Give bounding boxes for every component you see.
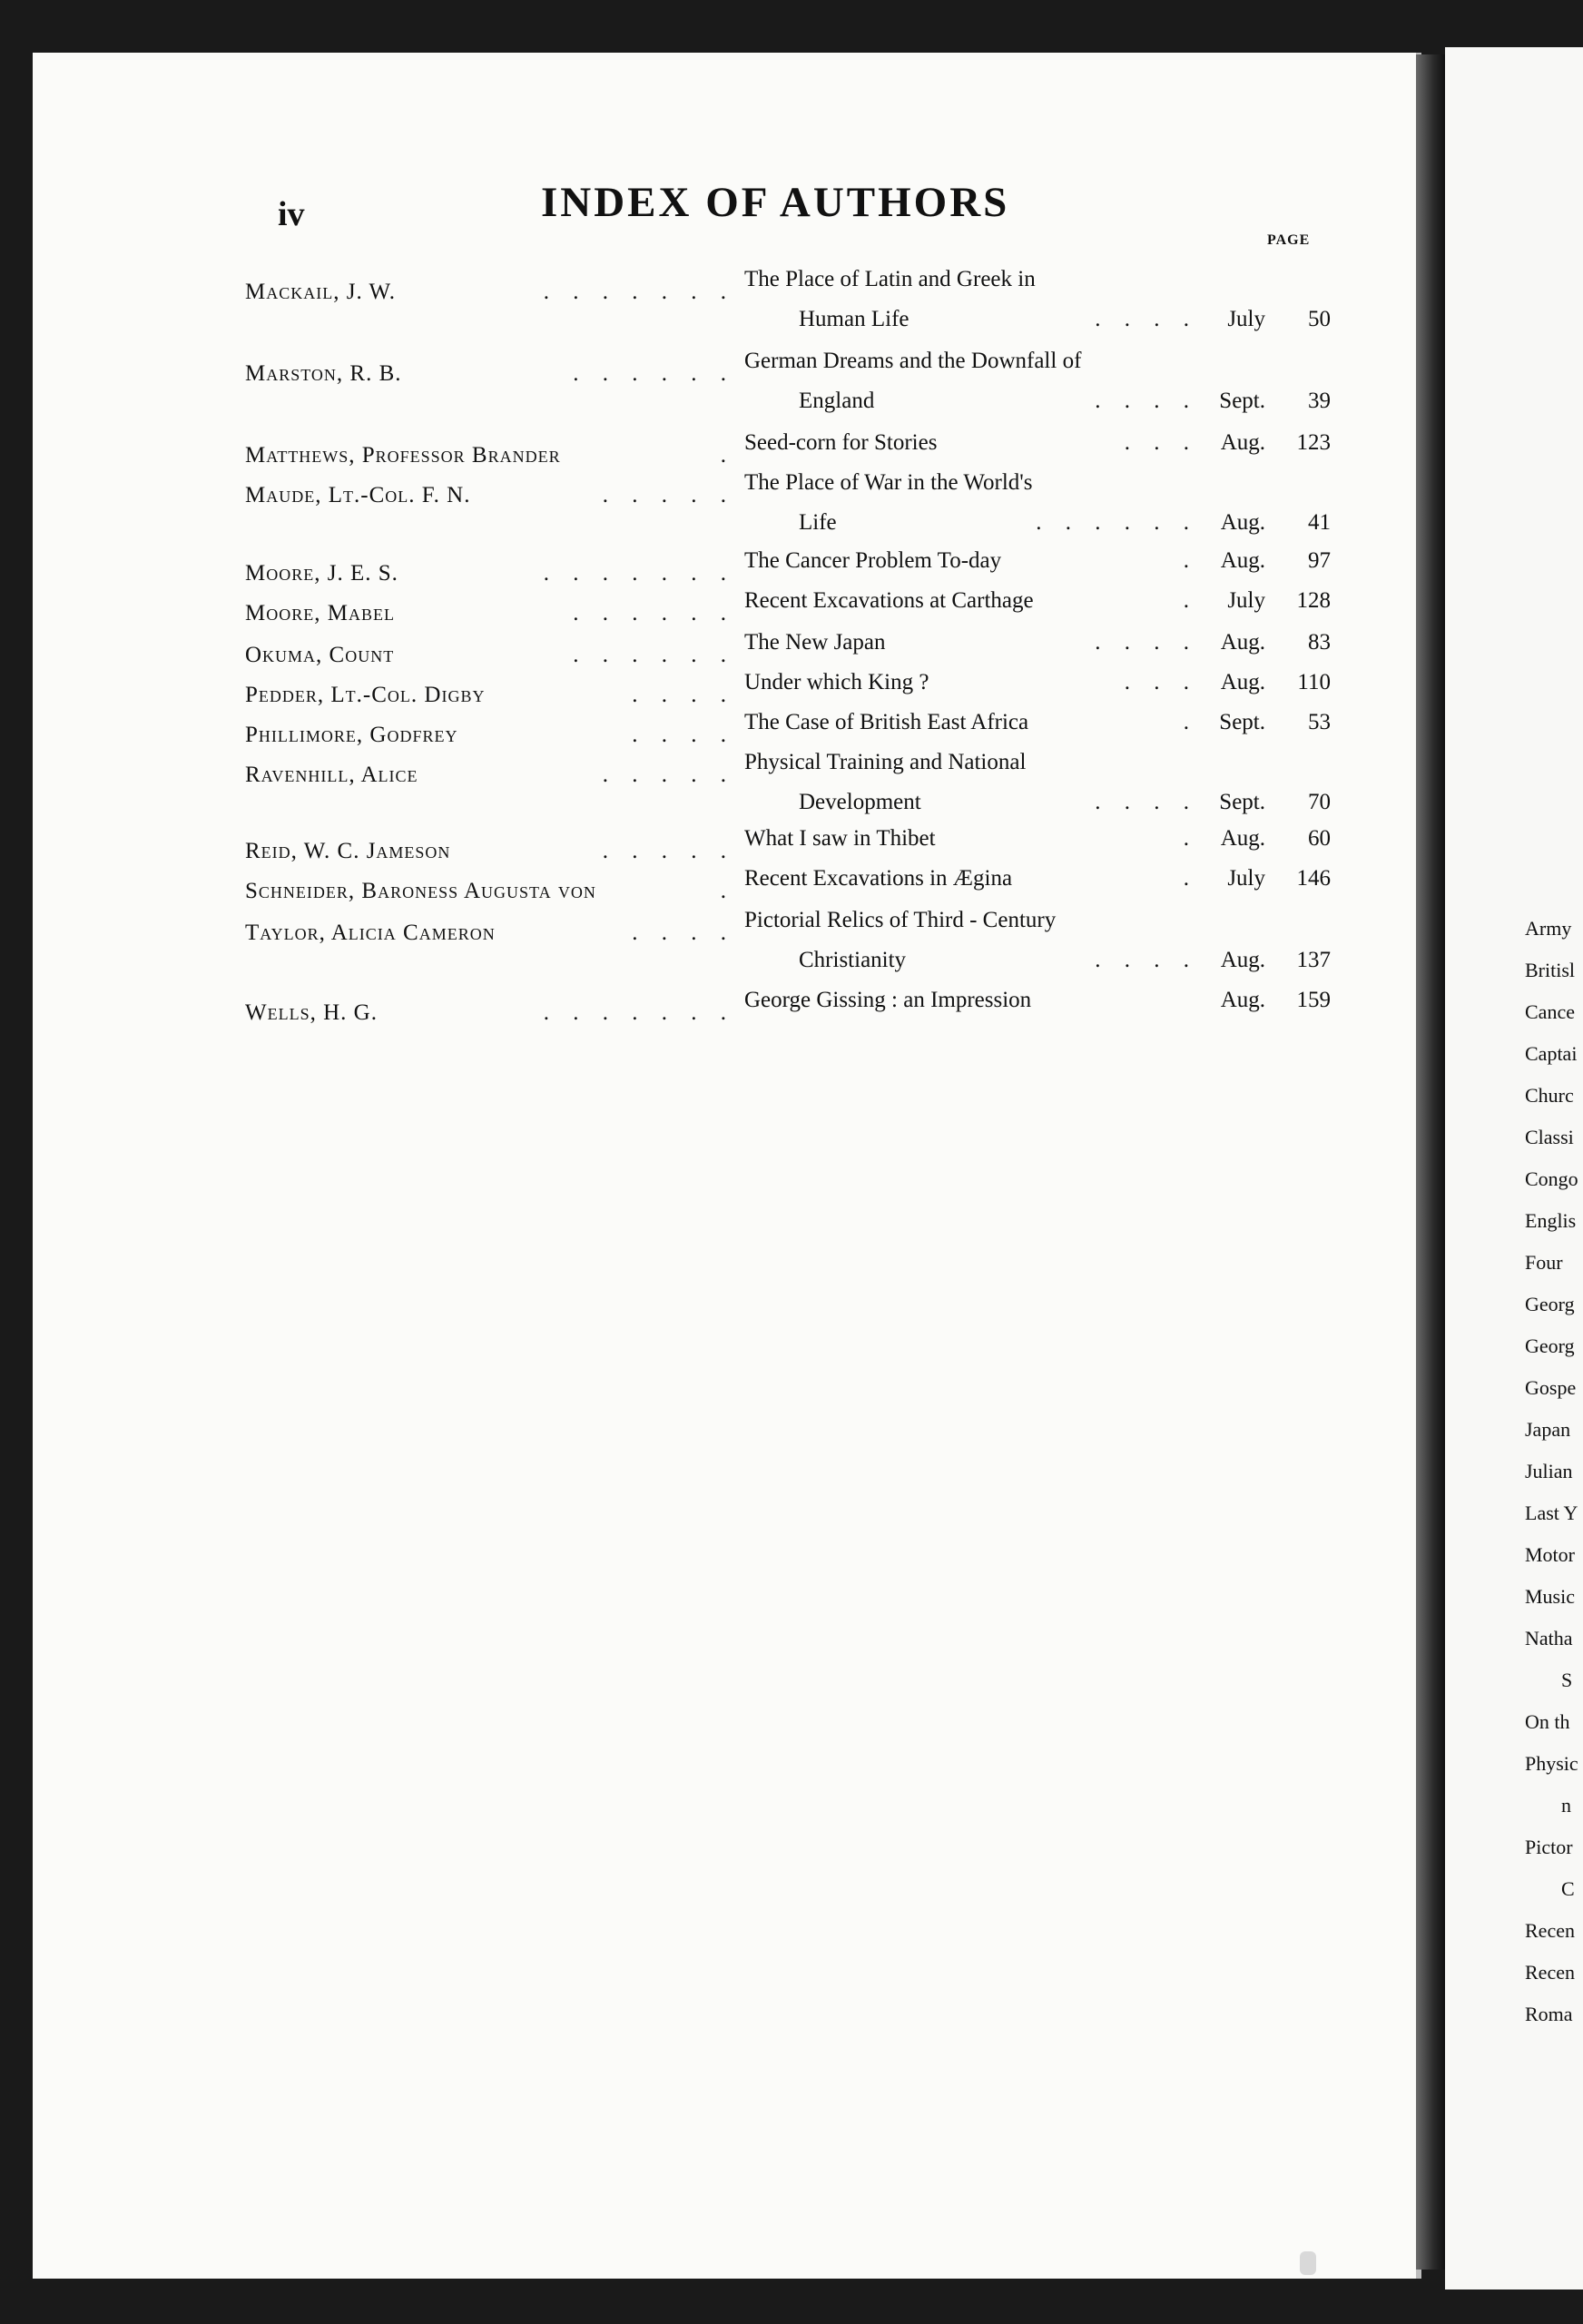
leader-dots: . . . .: [1095, 790, 1198, 814]
page-number: iv: [278, 195, 305, 233]
entry-title: The Place of War in the World's: [744, 470, 1033, 495]
leader-dots: .: [1183, 548, 1198, 573]
leader-dots: . . .: [1124, 430, 1198, 455]
leader-dots: .: [1183, 588, 1198, 613]
entry-author: Taylor, Alicia Cameron: [245, 921, 496, 945]
next-page-fragment: Pictor: [1525, 1836, 1573, 1858]
entry-author: Marston, R. B.: [245, 361, 402, 386]
entry-title: Recent Excavations in Ægina: [744, 866, 1013, 891]
entry-title: The Case of British East Africa: [744, 710, 1029, 734]
leader-dots: .: [1183, 710, 1198, 734]
leader-dots: . . . .: [1095, 630, 1198, 655]
next-page-fragment: Physic: [1525, 1752, 1578, 1775]
entry-title-continued: Life: [799, 510, 837, 535]
entry-month: Aug.: [1220, 548, 1265, 573]
leader-dots: .: [720, 879, 735, 903]
entry-author: Ravenhill, Alice: [245, 763, 418, 787]
entry-title: The New Japan: [744, 630, 886, 655]
next-page-fragment: Georg: [1525, 1334, 1575, 1357]
entry-title: German Dreams and the Downfall of: [744, 349, 1082, 373]
entry-author: Maude, Lt.-Col. F. N.: [245, 483, 471, 507]
entry-month: July: [1227, 307, 1265, 331]
next-page-fragment: Japan: [1525, 1418, 1571, 1441]
entry-title: What I saw in Thibet: [744, 826, 936, 851]
next-page-fragment: Natha: [1525, 1627, 1573, 1649]
next-page-fragment: Army: [1525, 917, 1572, 940]
leader-dots: . . . . .: [602, 483, 735, 507]
leader-dots: . . . . . .: [1036, 510, 1198, 535]
entry-page: 53: [1308, 710, 1331, 734]
entry-title-continued: Development: [799, 790, 921, 814]
entry-month: Aug.: [1220, 430, 1265, 455]
entry-page: 39: [1308, 389, 1331, 413]
next-page-fragment: Gospe: [1525, 1376, 1577, 1399]
next-page-fragment: Roma: [1525, 2003, 1573, 2025]
entry-author: Matthews, Professor Brander: [245, 443, 561, 468]
entry-month: Sept.: [1219, 389, 1265, 413]
entry-author: Wells, H. G.: [245, 1000, 378, 1025]
next-page-fragment: Recen: [1525, 1919, 1575, 1942]
next-page-fragment: Music: [1525, 1585, 1575, 1608]
page-column-label: PAGE: [1267, 232, 1311, 248]
entry-title-continued: England: [799, 389, 875, 413]
entry-month: Sept.: [1219, 710, 1265, 734]
entry-title: Seed-corn for Stories: [744, 430, 938, 455]
next-page-fragment: Recen: [1525, 1961, 1575, 1984]
next-page-fragment: Four: [1525, 1251, 1563, 1274]
entry-title: Under which King ?: [744, 670, 929, 694]
page-title: INDEX OF AUTHORS: [541, 179, 1010, 226]
next-page-fragment: Classi: [1525, 1126, 1574, 1148]
leader-dots: . . . . . .: [573, 361, 735, 386]
leader-dots: .: [720, 443, 735, 468]
leader-dots: . . . . .: [602, 763, 735, 787]
page-blemish: [1300, 2251, 1316, 2275]
entry-title-continued: Christianity: [799, 948, 907, 972]
entry-page: 110: [1297, 670, 1331, 694]
leader-dots: . . . . . . .: [543, 1000, 735, 1025]
entry-author: Phillimore, Godfrey: [245, 723, 458, 747]
leader-dots: . . . . .: [602, 839, 735, 863]
entry-page: 97: [1308, 548, 1331, 573]
leader-dots: . . . .: [632, 921, 735, 945]
next-page-fragment: S: [1561, 1669, 1573, 1691]
next-page-fragment: Congo: [1525, 1167, 1578, 1190]
book-gutter: [1416, 54, 1445, 2270]
entry-page: 146: [1296, 866, 1331, 891]
entry-month: Aug.: [1220, 948, 1265, 972]
next-page-fragment: Englis: [1525, 1209, 1577, 1232]
entry-author: Schneider, Baroness Augusta von: [245, 879, 596, 903]
leader-dots: . . . . . .: [573, 601, 735, 625]
entry-month: Sept.: [1219, 790, 1265, 814]
leader-dots: . . . .: [1095, 307, 1198, 331]
entry-title: George Gissing : an Impression: [744, 988, 1032, 1012]
leader-dots: .: [1183, 826, 1198, 851]
entry-month: Aug.: [1220, 630, 1265, 655]
leader-dots: . . . .: [1095, 389, 1198, 413]
entry-month: Aug.: [1220, 988, 1265, 1012]
leader-dots: . . . .: [632, 723, 735, 747]
leader-dots: . . . . . .: [573, 643, 735, 667]
entry-month: Aug.: [1220, 510, 1265, 535]
entry-page: 128: [1296, 588, 1331, 613]
entry-page: 50: [1308, 307, 1331, 331]
next-page-fragment: Cance: [1525, 1000, 1575, 1023]
entry-title: Recent Excavations at Carthage: [744, 588, 1034, 613]
next-page-fragment: Britisl: [1525, 959, 1576, 981]
entry-author: Reid, W. C. Jameson: [245, 839, 451, 863]
next-page-fragment: Churc: [1525, 1084, 1574, 1107]
entry-author: Okuma, Count: [245, 643, 395, 667]
entry-month: Aug.: [1220, 670, 1265, 694]
leader-dots: . . . . . . .: [543, 561, 735, 586]
entry-author: Pedder, Lt.-Col. Digby: [245, 683, 486, 707]
leader-dots: .: [1183, 866, 1198, 891]
next-page-fragment: Motor: [1525, 1543, 1575, 1566]
entry-page: 41: [1308, 510, 1331, 535]
leader-dots: . . . . . . .: [543, 280, 735, 304]
next-page-fragment: C: [1561, 1877, 1575, 1900]
entry-title: The Place of Latin and Greek in: [744, 267, 1036, 291]
entry-title: The Cancer Problem To-day: [744, 548, 1002, 573]
entry-page: 83: [1308, 630, 1331, 655]
entry-author: Mackail, J. W.: [245, 280, 397, 304]
next-page-fragment: Julian: [1525, 1460, 1573, 1482]
entry-month: Aug.: [1220, 826, 1265, 851]
entry-page: 137: [1296, 948, 1331, 972]
entry-title-continued: Human Life: [799, 307, 909, 331]
next-page-fragment: Last Y: [1525, 1502, 1578, 1524]
next-page-fragment: n: [1561, 1794, 1571, 1817]
next-page-fragment: Georg: [1525, 1293, 1575, 1315]
leader-dots: . . .: [1124, 670, 1198, 694]
entry-title: Physical Training and National: [744, 750, 1027, 774]
entry-page: 123: [1296, 430, 1331, 455]
entry-author: Moore, Mabel: [245, 601, 395, 625]
leader-dots: . . . .: [1095, 948, 1198, 972]
entry-month: July: [1227, 866, 1265, 891]
entry-page: 159: [1296, 988, 1331, 1012]
leader-dots: . . . .: [632, 683, 735, 707]
next-page-fragment: Captai: [1525, 1042, 1578, 1065]
entry-page: 70: [1308, 790, 1331, 814]
next-page-fragment: On th: [1525, 1710, 1570, 1733]
entry-page: 60: [1308, 826, 1331, 851]
entry-month: July: [1227, 588, 1265, 613]
entry-title: Pictorial Relics of Third - Century: [744, 908, 1057, 932]
entry-author: Moore, J. E. S.: [245, 561, 398, 586]
